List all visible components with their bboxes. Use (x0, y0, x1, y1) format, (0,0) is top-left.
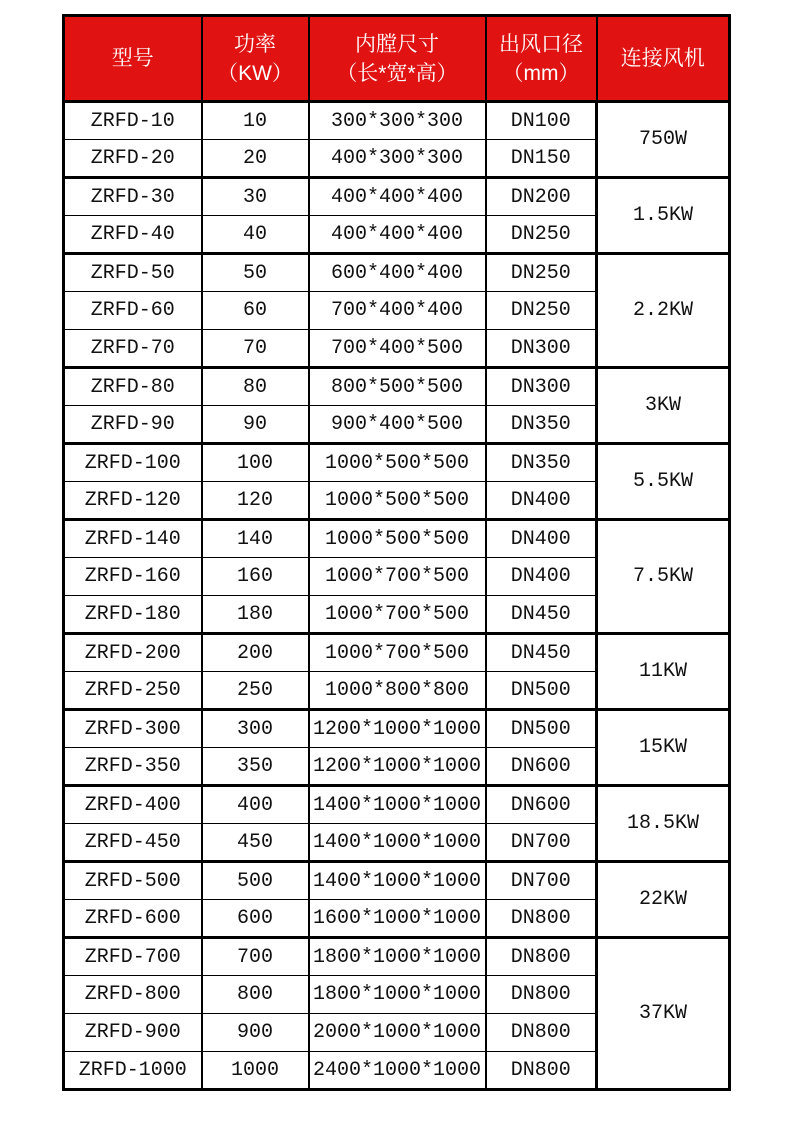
model-cell: ZRFD-60 (64, 292, 202, 330)
outlet-cell: DN250 (486, 292, 597, 330)
power-cell: 700 (202, 938, 309, 976)
outlet-cell: DN200 (486, 178, 597, 216)
chamber-cell: 1800*1000*1000 (309, 976, 486, 1014)
chamber-cell: 1000*700*500 (309, 558, 486, 596)
fan-cell: 11KW (597, 634, 730, 710)
outlet-cell: DN350 (486, 444, 597, 482)
chamber-cell: 1000*700*500 (309, 634, 486, 672)
power-cell: 180 (202, 596, 309, 634)
power-cell: 140 (202, 520, 309, 558)
model-cell: ZRFD-600 (64, 900, 202, 938)
power-cell: 120 (202, 482, 309, 520)
model-cell: ZRFD-500 (64, 862, 202, 900)
model-cell: ZRFD-80 (64, 368, 202, 406)
header-model-label: 型号 (111, 47, 154, 70)
chamber-cell: 1400*1000*1000 (309, 786, 486, 824)
outlet-cell: DN800 (486, 1052, 597, 1090)
model-cell: ZRFD-90 (64, 406, 202, 444)
chamber-cell: 2000*1000*1000 (309, 1014, 486, 1052)
power-cell: 1000 (202, 1052, 309, 1090)
chamber-cell: 400*400*400 (309, 178, 486, 216)
outlet-cell: DN800 (486, 976, 597, 1014)
spec-table-container (62, 14, 731, 1091)
header-outlet-unit: （mm） (502, 61, 580, 85)
model-cell: ZRFD-250 (64, 672, 202, 710)
chamber-cell: 800*500*500 (309, 368, 486, 406)
header-fan (597, 16, 730, 102)
table-row (64, 786, 730, 824)
chamber-cell: 1200*1000*1000 (309, 710, 486, 748)
power-cell: 20 (202, 140, 309, 178)
chamber-cell: 1000*800*800 (309, 672, 486, 710)
model-cell: ZRFD-180 (64, 596, 202, 634)
spec-table (62, 14, 731, 1091)
fan-cell: 5.5KW (597, 444, 730, 520)
header-chamber-unit: （长*宽*高） (336, 61, 458, 85)
power-cell: 10 (202, 102, 309, 140)
fan-cell: 2.2KW (597, 254, 730, 368)
power-cell: 400 (202, 786, 309, 824)
model-cell: ZRFD-200 (64, 634, 202, 672)
chamber-cell: 1000*500*500 (309, 520, 486, 558)
power-cell: 800 (202, 976, 309, 1014)
outlet-cell: DN250 (486, 254, 597, 292)
chamber-cell: 700*400*400 (309, 292, 486, 330)
model-cell: ZRFD-1000 (64, 1052, 202, 1090)
outlet-cell: DN350 (486, 406, 597, 444)
outlet-cell: DN500 (486, 710, 597, 748)
fan-cell: 15KW (597, 710, 730, 786)
fan-cell: 22KW (597, 862, 730, 938)
chamber-cell: 1000*500*500 (309, 444, 486, 482)
chamber-cell: 2400*1000*1000 (309, 1052, 486, 1090)
outlet-cell: DN450 (486, 596, 597, 634)
table-row (64, 444, 730, 482)
model-cell: ZRFD-70 (64, 330, 202, 368)
power-cell: 350 (202, 748, 309, 786)
table-body (64, 102, 730, 1090)
table-row (64, 254, 730, 292)
power-cell: 30 (202, 178, 309, 216)
model-cell: ZRFD-700 (64, 938, 202, 976)
power-cell: 500 (202, 862, 309, 900)
outlet-cell: DN800 (486, 900, 597, 938)
model-cell: ZRFD-50 (64, 254, 202, 292)
power-cell: 60 (202, 292, 309, 330)
power-cell: 300 (202, 710, 309, 748)
table-row (64, 102, 730, 140)
power-cell: 70 (202, 330, 309, 368)
table-row (64, 862, 730, 900)
chamber-cell: 1400*1000*1000 (309, 824, 486, 862)
power-cell: 900 (202, 1014, 309, 1052)
header-outlet-label: 出风口径 (499, 32, 583, 56)
fan-cell: 18.5KW (597, 786, 730, 862)
header-power-label: 功率 (234, 32, 276, 56)
power-cell: 200 (202, 634, 309, 672)
chamber-cell: 1800*1000*1000 (309, 938, 486, 976)
header-chamber (309, 16, 486, 102)
model-cell: ZRFD-20 (64, 140, 202, 178)
header-fan-label: 连接风机 (620, 47, 705, 70)
outlet-cell: DN100 (486, 102, 597, 140)
chamber-cell: 900*400*500 (309, 406, 486, 444)
table-row (64, 710, 730, 748)
power-cell: 100 (202, 444, 309, 482)
outlet-cell: DN600 (486, 786, 597, 824)
table-row (64, 634, 730, 672)
outlet-cell: DN700 (486, 862, 597, 900)
chamber-cell: 600*400*400 (309, 254, 486, 292)
outlet-cell: DN450 (486, 634, 597, 672)
power-cell: 90 (202, 406, 309, 444)
outlet-cell: DN700 (486, 824, 597, 862)
header-row (64, 16, 730, 102)
model-cell: ZRFD-40 (64, 216, 202, 254)
table-row (64, 178, 730, 216)
model-cell: ZRFD-160 (64, 558, 202, 596)
outlet-cell: DN150 (486, 140, 597, 178)
chamber-cell: 700*400*500 (309, 330, 486, 368)
fan-cell: 7.5KW (597, 520, 730, 634)
fan-cell: 37KW (597, 938, 730, 1090)
chamber-cell: 300*300*300 (309, 102, 486, 140)
model-cell: ZRFD-300 (64, 710, 202, 748)
outlet-cell: DN250 (486, 216, 597, 254)
chamber-cell: 1600*1000*1000 (309, 900, 486, 938)
chamber-cell: 1000*500*500 (309, 482, 486, 520)
outlet-cell: DN400 (486, 558, 597, 596)
chamber-cell: 1200*1000*1000 (309, 748, 486, 786)
power-cell: 250 (202, 672, 309, 710)
model-cell: ZRFD-120 (64, 482, 202, 520)
model-cell: ZRFD-400 (64, 786, 202, 824)
header-model (64, 16, 202, 102)
power-cell: 600 (202, 900, 309, 938)
chamber-cell: 1000*700*500 (309, 596, 486, 634)
model-cell: ZRFD-800 (64, 976, 202, 1014)
power-cell: 450 (202, 824, 309, 862)
model-cell: ZRFD-30 (64, 178, 202, 216)
chamber-cell: 400*300*300 (309, 140, 486, 178)
power-cell: 50 (202, 254, 309, 292)
outlet-cell: DN500 (486, 672, 597, 710)
power-cell: 160 (202, 558, 309, 596)
fan-cell: 3KW (597, 368, 730, 444)
chamber-cell: 1400*1000*1000 (309, 862, 486, 900)
table-row (64, 938, 730, 976)
fan-cell: 1.5KW (597, 178, 730, 254)
table-header (64, 16, 730, 102)
outlet-cell: DN800 (486, 1014, 597, 1052)
outlet-cell: DN300 (486, 368, 597, 406)
model-cell: ZRFD-900 (64, 1014, 202, 1052)
table-row (64, 368, 730, 406)
model-cell: ZRFD-350 (64, 748, 202, 786)
table-row (64, 520, 730, 558)
model-cell: ZRFD-450 (64, 824, 202, 862)
model-cell: ZRFD-10 (64, 102, 202, 140)
header-outlet (486, 16, 597, 102)
outlet-cell: DN400 (486, 520, 597, 558)
outlet-cell: DN800 (486, 938, 597, 976)
fan-cell: 750W (597, 102, 730, 178)
header-power (202, 16, 309, 102)
outlet-cell: DN600 (486, 748, 597, 786)
power-cell: 80 (202, 368, 309, 406)
outlet-cell: DN400 (486, 482, 597, 520)
model-cell: ZRFD-100 (64, 444, 202, 482)
chamber-cell: 400*400*400 (309, 216, 486, 254)
power-cell: 40 (202, 216, 309, 254)
model-cell: ZRFD-140 (64, 520, 202, 558)
header-chamber-label: 内膛尺寸 (355, 32, 439, 56)
header-power-unit: （KW） (217, 61, 293, 85)
outlet-cell: DN300 (486, 330, 597, 368)
